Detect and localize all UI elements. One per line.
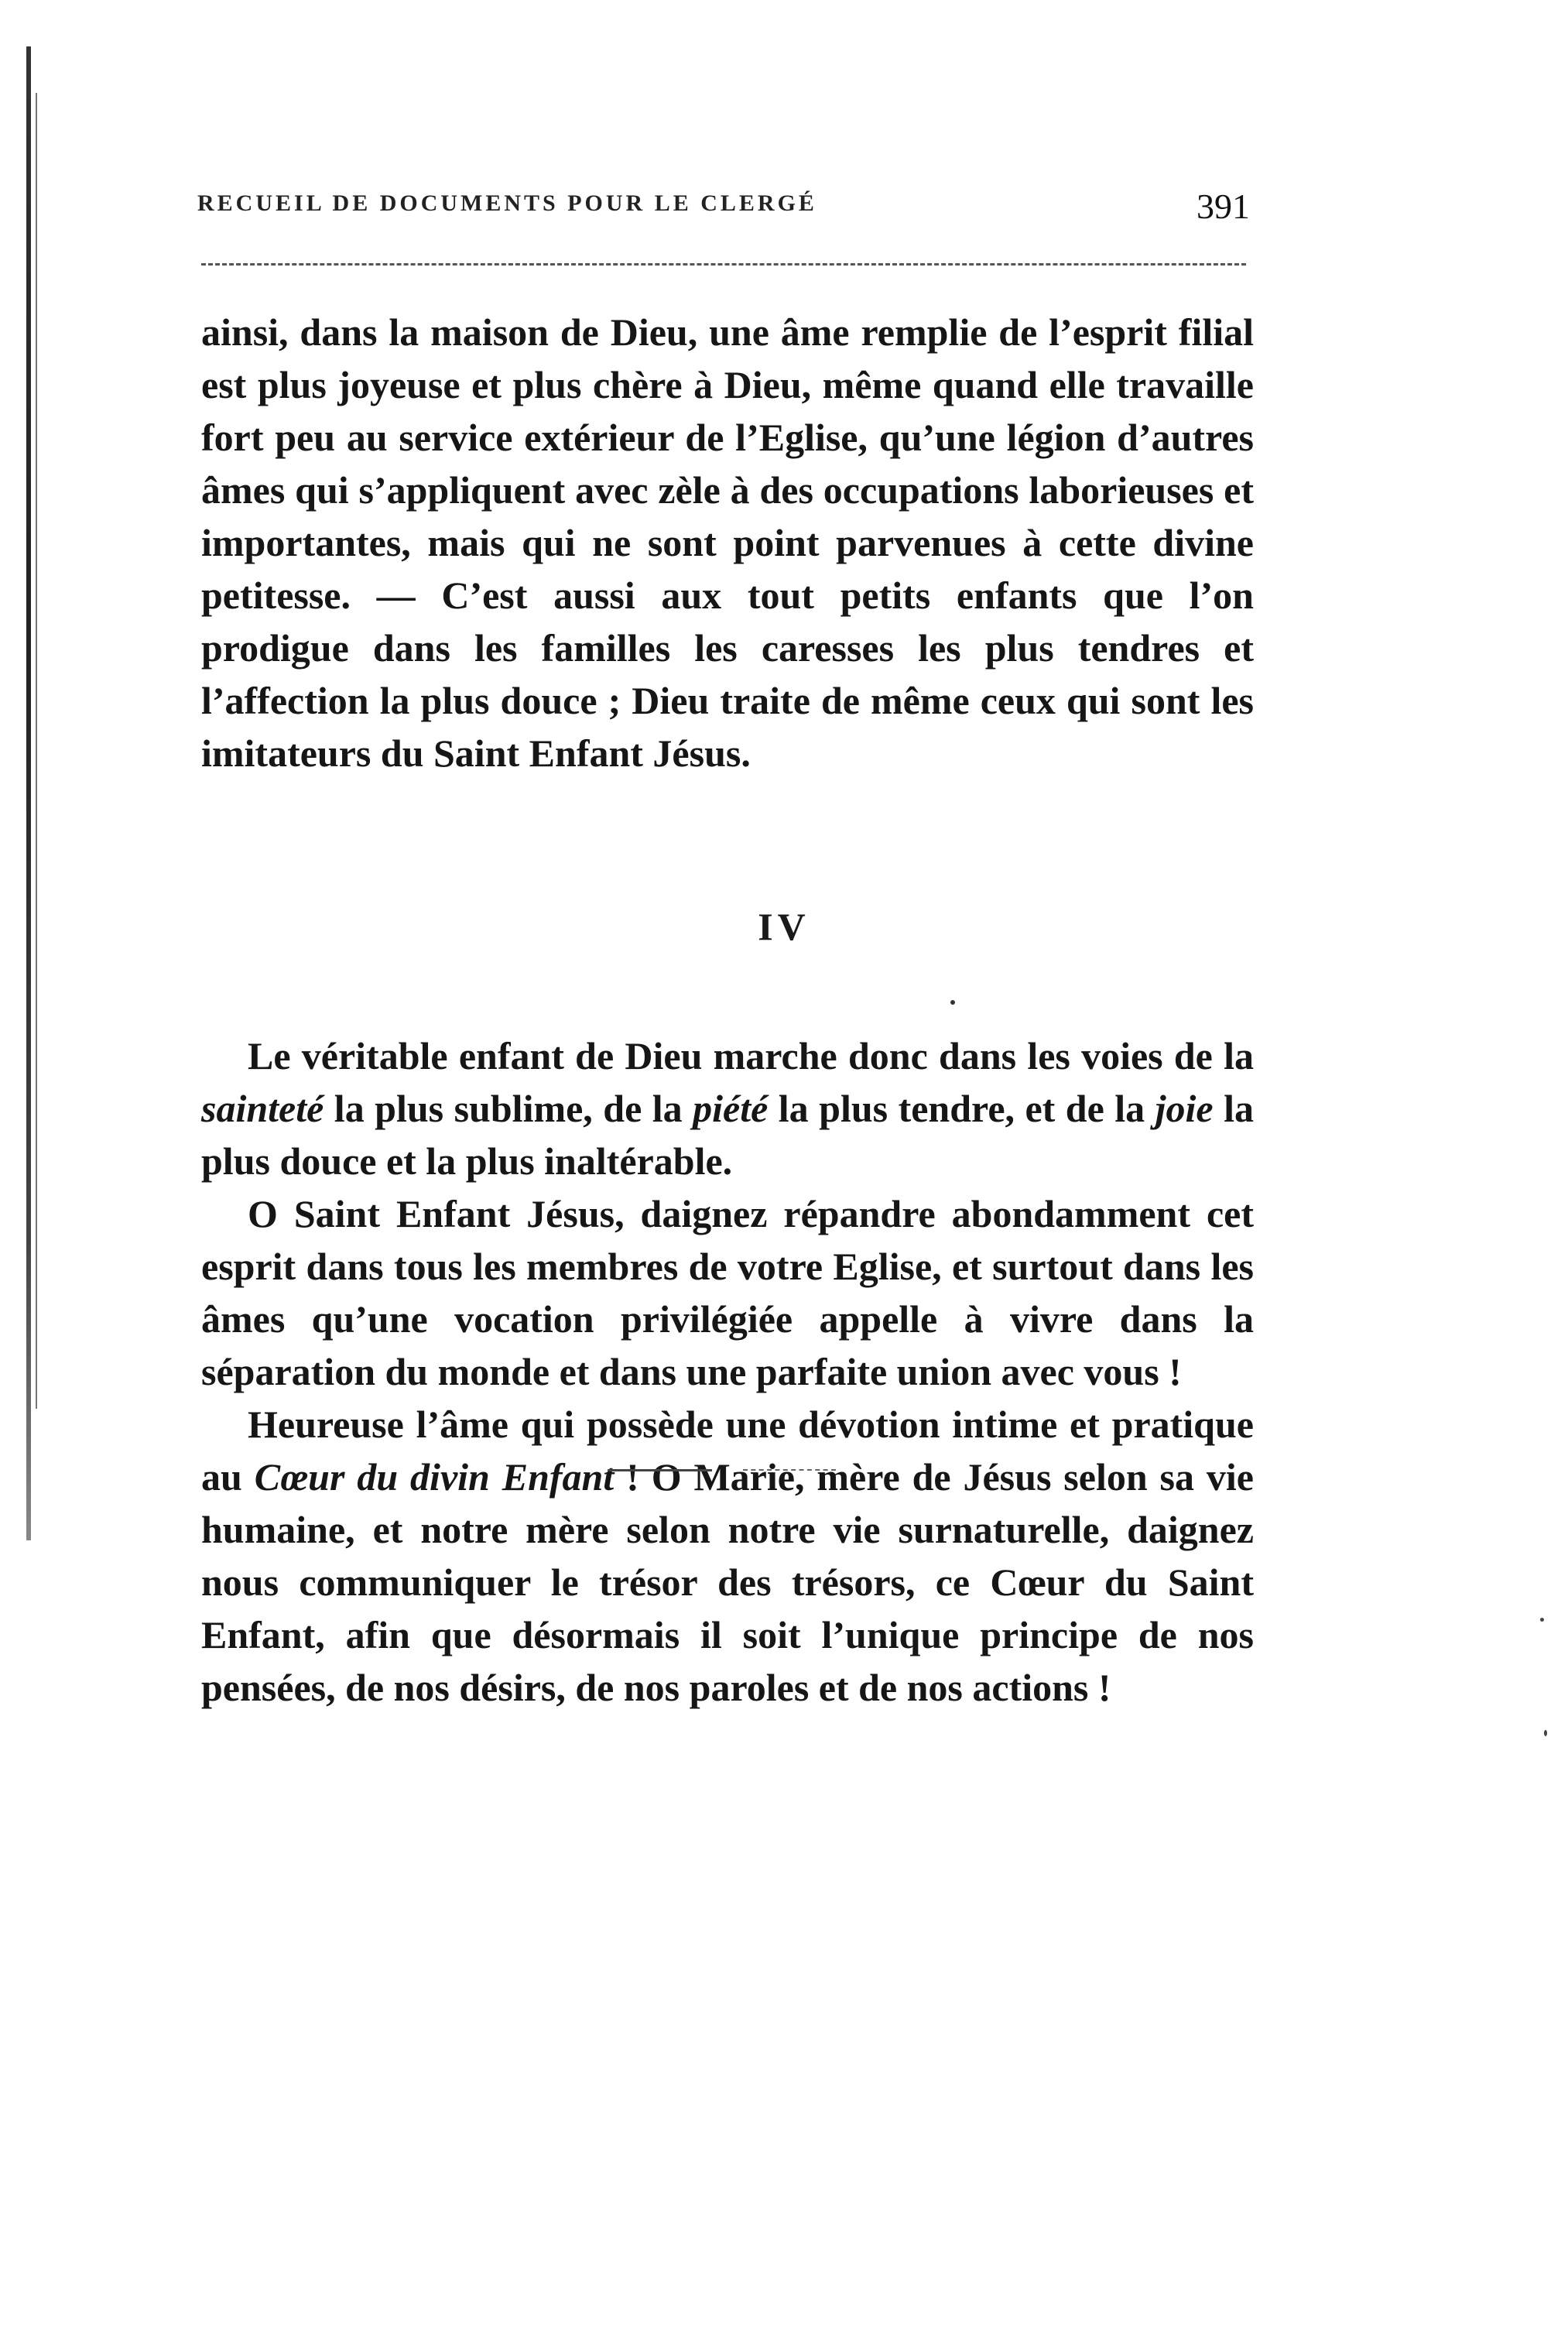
footer-rule-dashed [743, 1469, 836, 1471]
page-header [197, 186, 1250, 232]
page-number: 391 [1197, 187, 1250, 226]
paragraph-2-text-d: la plus douce et la plus inaltérable. [201, 1087, 1254, 1183]
stray-dot [950, 1000, 955, 1005]
emphasis-joie: joie [1155, 1087, 1214, 1130]
header-rule [201, 263, 1246, 265]
emphasis-piete: piété [693, 1087, 769, 1130]
page-binding-shadow [36, 93, 37, 1409]
text-block-top [201, 306, 1254, 779]
paragraph-3: O Saint Enfant Jésus, daignez répandre abondamment cet esprit dans tous les membres de votre Eglise, et surtout dans les âmes qu’une vocation privilégiée appelle à vivre dans la séparation du monde et dans une parfaite union avec vous ! [201, 1192, 1254, 1393]
emphasis-saintete: sainteté [201, 1087, 324, 1130]
paragraph-2-text-a: Le véritable enfant de Dieu marche donc dans les voies de la [248, 1034, 1254, 1077]
stray-speck [1540, 1618, 1544, 1622]
paragraph-4-text-b: ! O Marie, mère de Jésus selon sa vie humaine, et notre mère selon notre vie surnaturelle, daignez nous communiquer le trésor des trésors, ce Cœur du Saint Enfant, afin que désormais il soit l’unique principe de nos pensées, de nos désirs, de nos paroles et de nos actions ! [201, 1455, 1254, 1709]
paragraph-2 [201, 1029, 1254, 1187]
paragraph-1: ainsi, dans la maison de Dieu, une âme remplie de l’esprit filial est plus joyeuse et plus chère à Dieu, même quand elle travaille fort peu au service extérieur de l’Eglise, qu’une légion d’autres âmes qui s’appliquent avec zèle à des occupations laborieuses et importantes, mais qui ne sont point parvenues à cette divine petitesse. — C’est aussi aux tout petits enfants que l’on prodigue dans les familles les caresses les plus tendres et l’affection la plus douce ; Dieu traite de même ceux qui sont les imitateurs du Saint Enfant Jésus. [201, 310, 1254, 775]
stray-speck [1544, 1730, 1547, 1736]
running-title: RECUEIL DE DOCUMENTS POUR LE CLERGÉ [197, 190, 817, 216]
paragraph-2-text-b: la plus sublime, de la [324, 1087, 693, 1130]
section-heading: IV [758, 905, 810, 948]
emphasis-coeur-divin-enfant: Cœur du divin Enfant [254, 1455, 615, 1499]
paragraph-2-text-c: la plus tendre, et de la [768, 1087, 1155, 1130]
page-binding-edge [26, 46, 31, 1540]
paragraph-4 [201, 1398, 1254, 1714]
footer-rule [608, 1469, 712, 1471]
text-block-bottom [201, 1029, 1254, 1714]
paragraph-4-text-a: Heureuse l’âme qui possède une dévotion intime et pratique au [201, 1403, 1254, 1499]
